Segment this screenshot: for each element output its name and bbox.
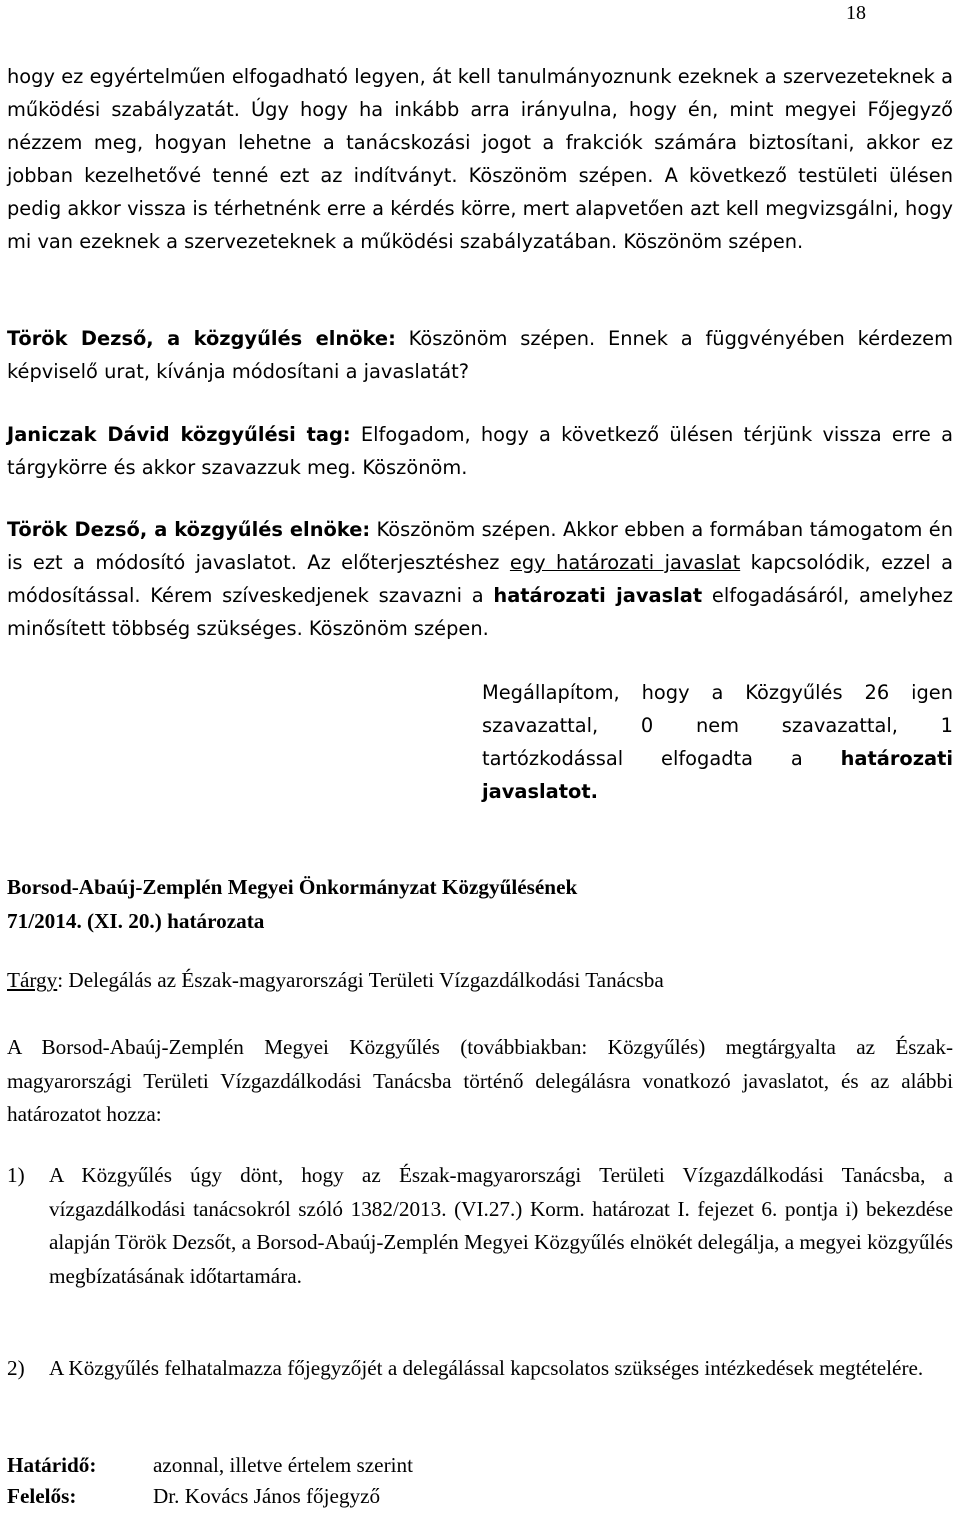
item-text: A Közgyűlés felhatalmazza főjegyzőjét a delegálással kapcsolatos szükséges intézkedések megtételére. — [49, 1356, 924, 1380]
page-number: 18 — [846, 2, 866, 24]
speech-text: kapcsolódik, ezzel a módosítással. Kérem szíveskedjenek szavazni a — [7, 551, 953, 607]
resolution-title-line2: 71/2014. (XI. 20.) határozata — [7, 909, 265, 933]
responsible-label: Felelős: — [7, 1484, 77, 1508]
underlined-text: egy határozati javaslat — [509, 551, 741, 574]
paragraph-member-reply — [7, 418, 953, 484]
paragraph-main-speech — [7, 60, 953, 258]
speaker-label: Török Dezső, a közgyűlés elnöke: — [7, 518, 371, 541]
deadline-label: Határidő: — [7, 1453, 97, 1477]
paragraph-chair-vote-call — [7, 513, 953, 645]
subject-text: : Delegálás az Észak-magyarországi Területi Vízgazdálkodási Tanácsba — [57, 968, 664, 992]
item-number: 2) — [7, 1356, 25, 1380]
speaker-label: Janiczak Dávid közgyűlési tag: — [7, 423, 351, 446]
speech-text: Elfogadom, hogy a következő ülésen térjünk vissza erre a tárgykörre és akkor szavazzuk meg. Köszönöm. — [7, 423, 953, 479]
bold-text: határozati javaslat — [493, 584, 703, 607]
speech-text: hogy ez egyértelműen elfogadható legyen, át kell tanulmányoznunk ezeknek a szervezeteknek a működési szabályzatát. Úgy hogy ha inkább arra irányulna, hogy én, mint megyei Főjegyző nézzem meg, hogyan lehetne a tanácskozási jogot a frakciók számára biztosítani, akkor ez jobban kezelhetővé tenné ezt az indítványt. Köszönöm szépen. A következő testületi ülésen pedig akkor vissza is térhetnénk erre a kérdés körre, mert alapvetően azt kell megvizsgálni, hogy mi van ezeknek a szervezeteknek a működési szabályzatában. Köszönöm szépen. — [7, 65, 953, 253]
item-number: 1) — [7, 1163, 25, 1187]
deadline-value: azonnal, illetve értelem szerint — [153, 1453, 414, 1477]
responsible-value: Dr. Kovács János főjegyző — [153, 1484, 381, 1508]
resolution-intro — [7, 1031, 953, 1132]
resolution-subject — [7, 968, 664, 993]
vote-result-text: Megállapítom, hogy a Közgyűlés 26 igen szavazattal, 0 nem szavazattal, 1 tartózkodással elfogadta a — [482, 681, 953, 770]
subject-label: Tárgy — [7, 968, 58, 992]
resolution-intro-text: A Borsod-Abaúj-Zemplén Megyei Közgyűlés (továbbiakban: Közgyűlés) megtárgyalta az Észak-magyarországi Területi Vízgazdálkodási Tanácsba történő delegálásra vonatkozó javaslatot, és az alábbi határozatot hozza: — [7, 1035, 953, 1126]
resolution-title-line1: Borsod-Abaúj-Zemplén Megyei Önkormányzat Közgyűlésének — [7, 875, 578, 899]
speech-text: Köszönöm szépen. Akkor ebben a formában támogatom én is ezt a módosító javaslatot. Az előterjesztéshez — [7, 518, 953, 574]
item-text: A Közgyűlés úgy dönt, hogy az Észak-magyarországi Területi Vízgazdálkodási Tanácsba, a vízgazdálkodási tanácsokról szóló 1382/2013. (VI.27.) Korm. határozat I. fejezet 6. pontja i) bekezdése alapján Török Dezsőt, a Borsod-Abaúj-Zemplén Megyei Közgyűlés elnökét delegálja, a megyei közgyűlés megbízatásának időtartamára. — [49, 1163, 953, 1288]
paragraph-chair-question — [7, 322, 953, 388]
speaker-label: Török Dezső, a közgyűlés elnöke: — [7, 327, 396, 350]
vote-result — [482, 676, 953, 808]
speech-text: elfogadásáról, amelyhez minősített többség szükséges. Köszönöm szépen. — [7, 584, 953, 640]
vote-result-bold: határozati javaslatot. — [482, 747, 953, 803]
speech-text: Köszönöm szépen. Ennek a függvényében kérdezem képviselő urat, kívánja módosítani a javaslatát? — [7, 327, 953, 383]
resolution-title — [7, 870, 577, 938]
